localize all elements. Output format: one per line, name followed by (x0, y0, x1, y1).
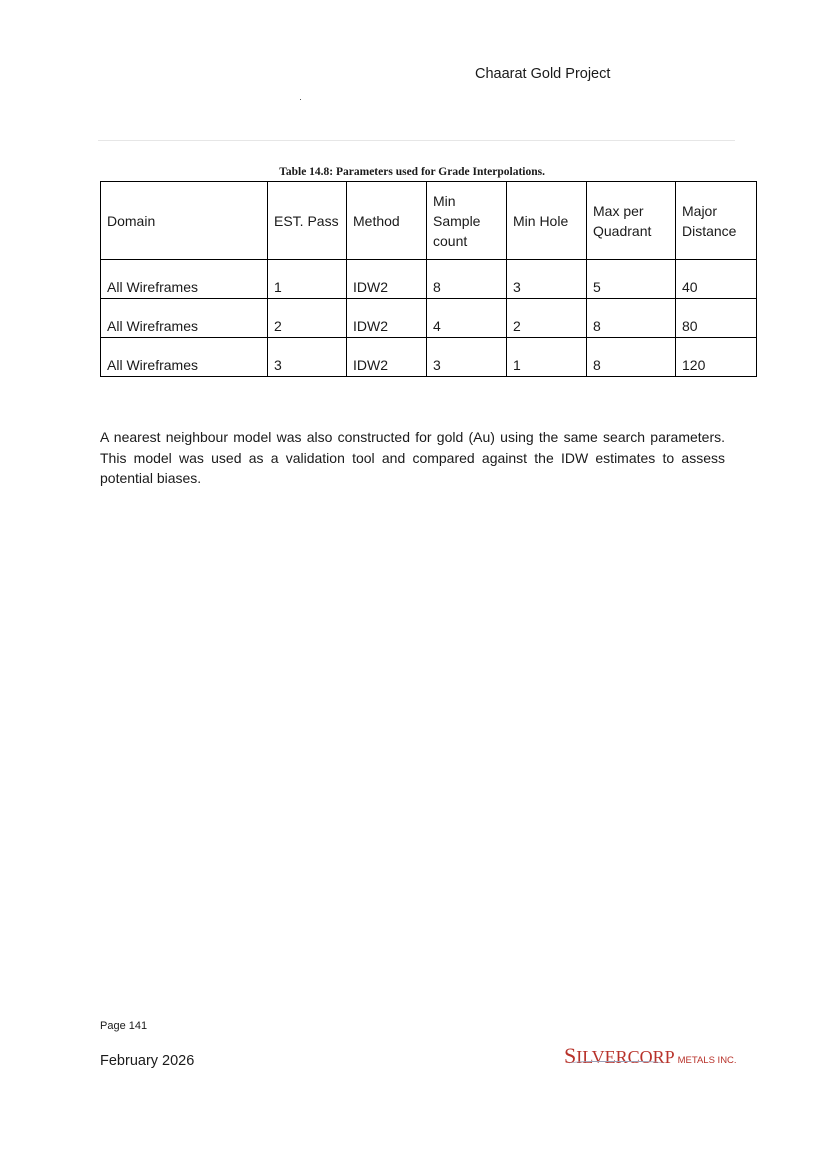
table-cell: 2 (268, 299, 347, 338)
table-cell: 5 (587, 260, 676, 299)
column-header: Major Distance (676, 182, 757, 260)
table-cell: All Wireframes (101, 260, 268, 299)
table-row (101, 299, 757, 338)
project-title: Chaarat Gold Project (475, 66, 611, 82)
table-cell: 120 (676, 338, 757, 377)
column-header: Method (347, 182, 427, 260)
header-divider (98, 140, 735, 141)
parameters-table (100, 181, 757, 377)
table-cell: All Wireframes (101, 338, 268, 377)
logo-subtitle: METALS INC. (677, 1055, 737, 1066)
column-header: EST. Pass (268, 182, 347, 260)
silvercorp-logo (564, 1043, 737, 1069)
column-header: Min Sample count (427, 182, 507, 260)
table-cell: 1 (507, 338, 587, 377)
table-cell: 80 (676, 299, 757, 338)
table-cell: IDW2 (347, 299, 427, 338)
logo-initial: S (564, 1043, 577, 1068)
table-cell: 40 (676, 260, 757, 299)
logo-swoosh (569, 1061, 664, 1066)
footer-date: February 2026 (100, 1053, 195, 1069)
table-cell: 8 (427, 260, 507, 299)
table-cell: 3 (427, 338, 507, 377)
table-row (101, 338, 757, 377)
table-cell: 8 (587, 338, 676, 377)
page-number: Page 141 (100, 1020, 148, 1032)
column-header: Max per Quadrant (587, 182, 676, 260)
table-cell: 3 (268, 338, 347, 377)
body-paragraph: A nearest neighbour model was also constructed for gold (Au) using the same search parameters. This model was used as a validation tool and compared against the IDW estimates to assess potential biases. (100, 429, 725, 486)
table-row (101, 260, 757, 299)
table-cell: All Wireframes (101, 299, 268, 338)
table-cell: 8 (587, 299, 676, 338)
table-cell: 3 (507, 260, 587, 299)
table-header-row (101, 182, 757, 260)
table-cell: 2 (507, 299, 587, 338)
column-header: Min Hole (507, 182, 587, 260)
table-cell: IDW2 (347, 260, 427, 299)
table-cell: IDW2 (347, 338, 427, 377)
table-cell: 1 (268, 260, 347, 299)
table-caption: Table 14.8: Parameters used for Grade Interpolations. (279, 166, 545, 178)
header-dot (300, 99, 301, 100)
logo-name: ILVERCORP (576, 1047, 675, 1067)
table-cell: 4 (427, 299, 507, 338)
column-header: Domain (101, 182, 268, 260)
